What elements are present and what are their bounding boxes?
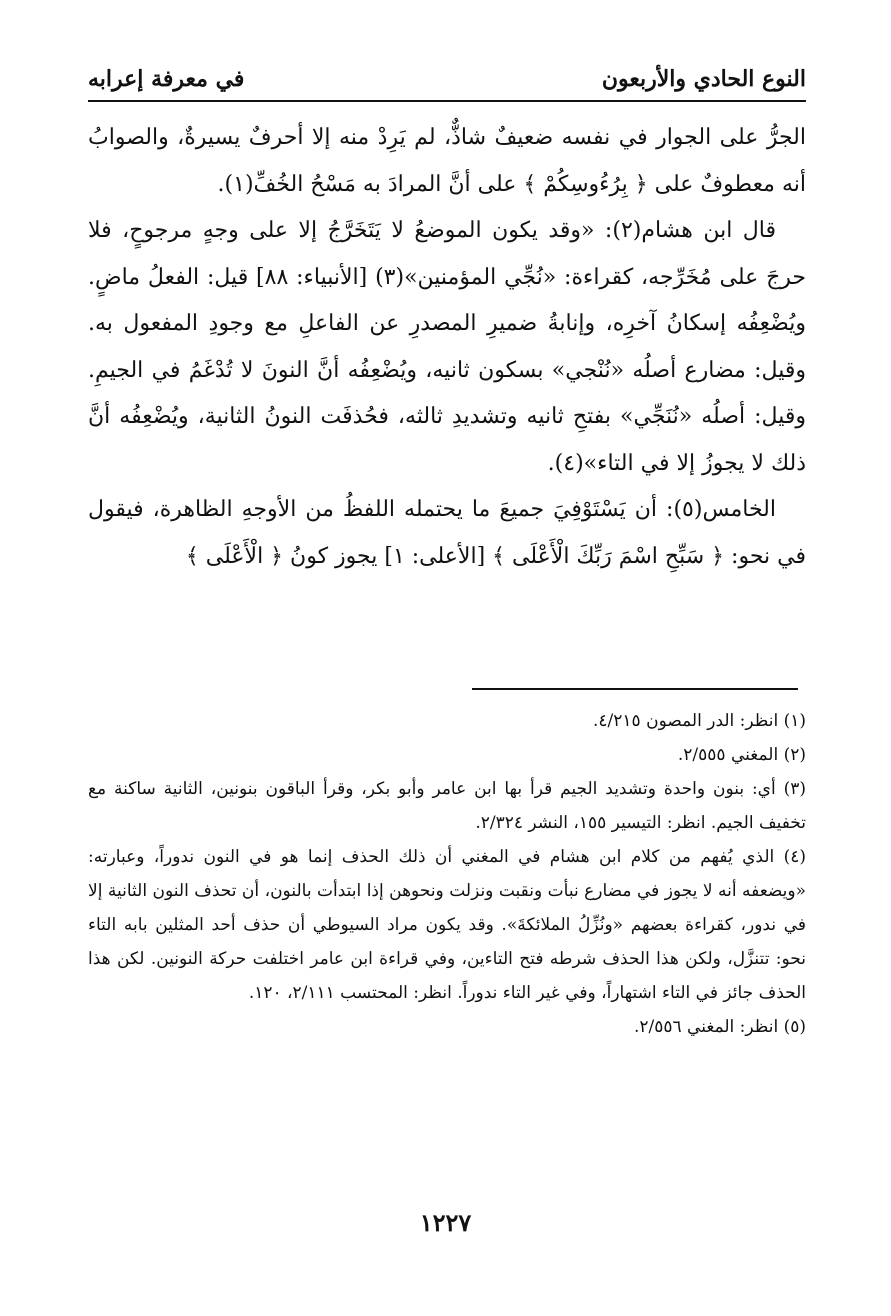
footnotes <box>88 704 806 1044</box>
section-title: في معرفة إعرابه <box>88 66 245 92</box>
paragraph: الجرُّ على الجوار في نفسه ضعيفٌ شاذٌّ، لم يَرِدْ منه إلا أحرفٌ يسيرةٌ، والصوابُ أنه معطوفٌ على ﴿ بِرُءُوسِكُمْ ﴾ على أنَّ المرادَ به مَسْحُ الخُفِّ(١). <box>88 125 806 197</box>
footnote-separator <box>472 688 798 690</box>
main-text <box>88 115 806 580</box>
paragraph: قال ابن هشام(٢): «وقد يكون الموضعُ لا يَتَخَرَّجُ إلا على وجهٍ مرجوحٍ، فلا حرجَ على مُخَرِّجه، كقراءة: «نُجِّي المؤمنين»(٣) [الأنبياء: ٨٨] قيل: الفعلُ ماضٍ. ويُضْعِفُه إسكانُ آخرِه، وإنابةُ ضميرِ المصدرِ عن الفاعلِ مع وجودِ المفعول به. وقيل: مضارع أصلُه «نُنْجي» بسكون ثانيه، ويُضْعِفُه أنَّ النونَ لا تُدْغَمُ في الجيمِ. وقيل: أصلُه «نُنَجِّي» بفتحِ ثانيه وتشديدِ ثالثه، فحُذفَت النونُ الثانية، ويُضْعِفُه أنَّ ذلك لا يجوزُ إلا في التاء»(٤). <box>88 218 807 476</box>
footnote: (٣) أي: بنون واحدة وتشديد الجيم قرأ بها ابن عامر وأبو بكر، وقرأ الباقون بنونين، الثانية ساكنة مع تخفيف الجيم. انظر: التيسير ١٥٥، النشر ٢/٣٢٤. <box>88 779 806 833</box>
chapter-title: النوع الحادي والأربعون <box>601 66 806 92</box>
running-header <box>88 52 806 92</box>
page-number: ١٢٢٧ <box>419 1208 472 1237</box>
header-divider <box>88 100 806 102</box>
footnote: (٥) انظر: المغني ٢/٥٥٦. <box>633 1017 806 1037</box>
paragraph: الخامس(٥): أن يَسْتَوْفِيَ جميعَ ما يحتمله اللفظُ من الأوجهِ الظاهرة، فيقول في نحو: ﴿ سَبِّحِ اسْمَ رَبِّكَ الْأَعْلَى ﴾ [الأعلى: ١] يجوز كونُ ﴿ الْأَعْلَى ﴾ <box>88 497 806 569</box>
footnote: (١) انظر: الدر المصون ٤/٢١٥. <box>593 711 806 731</box>
footnote: (٢) المغني ٢/٥٥٥. <box>677 745 806 765</box>
footnote: (٤) الذي يُفهم من كلام ابن هشام في المغني أن ذلك الحذف إنما هو في النون ندوراً، وعبارته: «ويضعفه أنه لا يجوز في مضارع نبأت ونقبت ونزلت ونحوهن إذا ابتدأت بالنون، أن تحذف النون الثانية إلا في ندور، كقراءة بعضهم «ونُزِّلُ الملائكةَ». وقد يكون مراد السيوطي أن حذف أحد المثلين بابه التاء نحو: تتنزَّل، ولكن هذا الحذف شرطه فتح التاءين، وفي قراءة ابن عامر اختلفت حركة النونين. لكن هذا الحذف جائز في التاء اشتهاراً، وفي غير التاء ندوراً. انظر: المحتسب ٢/١١١، ١٢٠. <box>88 847 806 1003</box>
